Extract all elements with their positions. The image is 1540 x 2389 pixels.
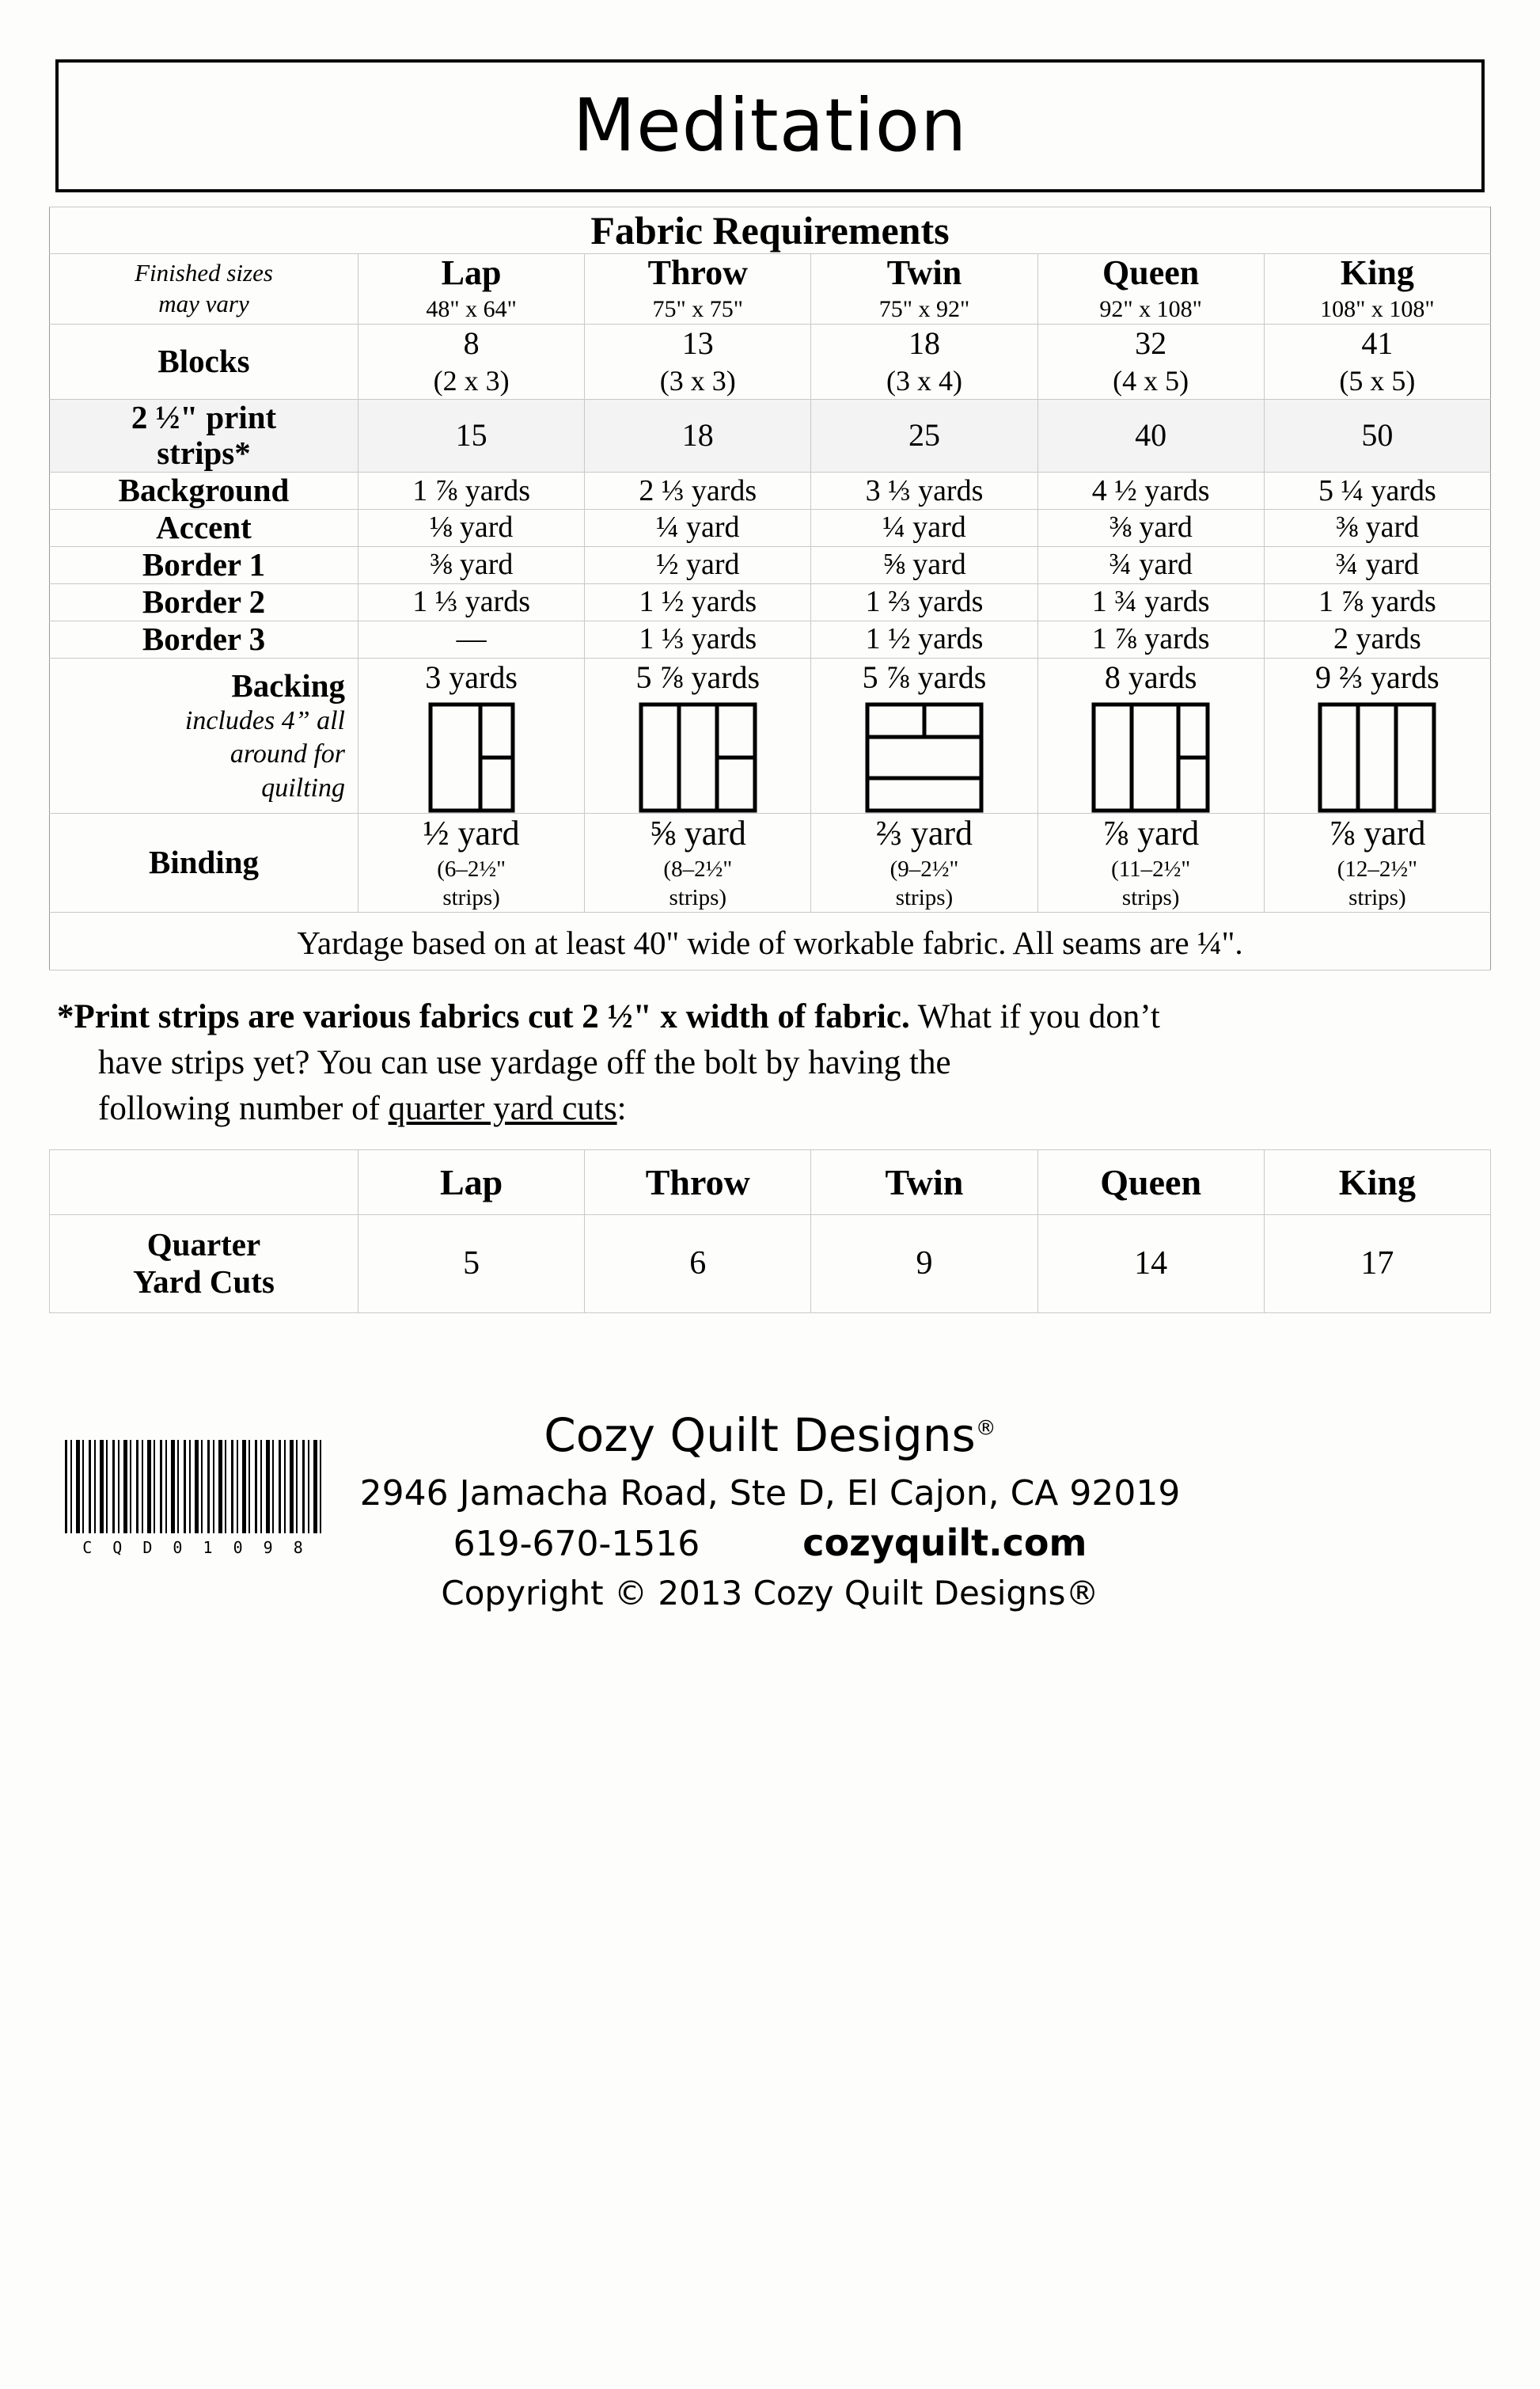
quarter-header-king: King <box>1264 1150 1490 1215</box>
background-throw: 2 ⅓ yards <box>585 473 811 510</box>
barcode-icon <box>65 1440 326 1533</box>
column-header-throw <box>585 254 811 325</box>
print-note-bold: *Print strips are various fabrics cut 2 ½" x width of fabric. <box>57 998 910 1036</box>
row-label-blocks: Blocks <box>50 325 358 399</box>
quarter-header-twin: Twin <box>811 1150 1037 1215</box>
accent-lap: ⅛ yard <box>358 510 585 547</box>
row-label-background: Background <box>50 473 358 510</box>
backing-twin: 5 ⅞ yards <box>811 658 1037 813</box>
column-name-throw: Throw <box>647 253 748 292</box>
border3-throw: 1 ⅓ yards <box>585 621 811 659</box>
print-note-rest1: What if you don’t <box>917 998 1160 1036</box>
column-dim-king: 108" x 108" <box>1320 296 1435 323</box>
background-twin: 3 ⅓ yards <box>811 473 1037 510</box>
fabric-requirements-table <box>49 207 1491 970</box>
border1-queen: ¾ yard <box>1037 547 1264 584</box>
table-row-print-strips <box>50 399 1491 473</box>
border3-lap: — <box>358 621 585 659</box>
table-row-blocks <box>50 325 1491 399</box>
print-strips-lap: 15 <box>358 399 585 473</box>
border3-twin: 1 ½ yards <box>811 621 1037 659</box>
binding-queen: ⅞ yard (11–2½" strips) <box>1037 813 1264 912</box>
backing-diagram-king <box>1265 702 1490 813</box>
title-box <box>55 59 1485 192</box>
quarter-header-row <box>50 1150 1491 1215</box>
table-row-yardage-note <box>50 913 1491 970</box>
finished-sizes-line2: may vary <box>158 290 249 318</box>
accent-throw: ¼ yard <box>585 510 811 547</box>
quarter-value-queen: 14 <box>1037 1215 1264 1312</box>
row-label-binding: Binding <box>50 813 358 912</box>
border2-twin: 1 ⅔ yards <box>811 584 1037 621</box>
blocks-throw: 13 (3 x 3) <box>585 325 811 399</box>
print-strips-throw: 18 <box>585 399 811 473</box>
blocks-lap: 8 (2 x 3) <box>358 325 585 399</box>
border1-twin: ⅝ yard <box>811 547 1037 584</box>
row-label-accent: Accent <box>50 510 358 547</box>
print-strips-king: 50 <box>1264 399 1490 473</box>
quarter-value-twin: 9 <box>811 1215 1037 1312</box>
print-strips-twin: 25 <box>811 399 1037 473</box>
column-header-king <box>1264 254 1490 325</box>
quarter-values-row <box>50 1215 1491 1312</box>
column-name-lap: Lap <box>441 253 502 292</box>
barcode-number: C Q D 0 1 0 9 8 <box>82 1537 309 1557</box>
row-label-border2: Border 2 <box>50 584 358 621</box>
border2-queen: 1 ¾ yards <box>1037 584 1264 621</box>
print-strips-note <box>57 994 1483 1132</box>
company-website[interactable]: cozyquilt.com <box>802 1521 1087 1564</box>
quarter-header-blank <box>50 1150 358 1215</box>
row-label-print-strips: 2 ½" print strips* <box>50 399 358 473</box>
blocks-twin: 18 (3 x 4) <box>811 325 1037 399</box>
quarter-yard-cuts-table <box>49 1149 1491 1312</box>
barcode-area <box>65 1440 326 1557</box>
finished-sizes-note <box>50 254 358 325</box>
column-dim-queen: 92" x 108" <box>1099 296 1202 323</box>
company-name: Cozy Quilt Designs® <box>544 1407 996 1462</box>
border1-lap: ⅜ yard <box>358 547 585 584</box>
column-name-queen: Queen <box>1102 253 1200 292</box>
border1-king: ¾ yard <box>1264 547 1490 584</box>
table-row-accent <box>50 510 1491 547</box>
backing-queen: 8 yards <box>1037 658 1264 813</box>
backing-king: 9 ⅔ yards <box>1264 658 1490 813</box>
backing-lap: 3 yards <box>358 658 585 813</box>
copyright-text: Copyright © 2013 Cozy Quilt Designs® <box>441 1573 1099 1612</box>
column-header-twin <box>811 254 1037 325</box>
background-lap: 1 ⅞ yards <box>358 473 585 510</box>
finished-sizes-line1: Finished sizes <box>135 259 273 287</box>
company-phone: 619-670-1516 <box>453 1523 700 1564</box>
backing-diagram-twin <box>811 702 1037 813</box>
table-row-backing <box>50 658 1491 813</box>
table-row-background <box>50 473 1491 510</box>
table-row-border2 <box>50 584 1491 621</box>
binding-twin: ⅔ yard (9–2½" strips) <box>811 813 1037 912</box>
row-label-border1: Border 1 <box>50 547 358 584</box>
border1-throw: ½ yard <box>585 547 811 584</box>
quarter-value-throw: 6 <box>585 1215 811 1312</box>
yardage-note: Yardage based on at least 40" wide of workable fabric. All seams are ¼". <box>50 913 1491 970</box>
binding-king: ⅞ yard (12–2½" strips) <box>1264 813 1490 912</box>
border2-lap: 1 ⅓ yards <box>358 584 585 621</box>
column-name-twin: Twin <box>886 253 962 292</box>
print-note-rest2: have strips yet? You can use yardage off the bolt by having the <box>98 1044 951 1082</box>
quarter-header-throw: Throw <box>585 1150 811 1215</box>
backing-diagram-queen <box>1038 702 1264 813</box>
accent-king: ⅜ yard <box>1264 510 1490 547</box>
blocks-queen: 32 (4 x 5) <box>1037 325 1264 399</box>
column-header-lap <box>358 254 585 325</box>
footer <box>49 1408 1491 1612</box>
column-dim-lap: 48" x 64" <box>426 296 517 323</box>
border3-queen: 1 ⅞ yards <box>1037 621 1264 659</box>
quarter-row-label: Quarter Yard Cuts <box>50 1215 358 1312</box>
column-dim-twin: 75" x 92" <box>878 296 970 323</box>
background-king: 5 ¼ yards <box>1264 473 1490 510</box>
border3-king: 2 yards <box>1264 621 1490 659</box>
column-name-king: King <box>1340 253 1414 292</box>
backing-diagram-throw <box>585 702 810 813</box>
table-row-binding <box>50 813 1491 912</box>
backing-diagram-lap <box>358 702 584 813</box>
row-label-backing: Backing includes 4” all around for quilting <box>50 658 358 813</box>
quarter-value-lap: 5 <box>358 1215 585 1312</box>
table-header-row <box>50 207 1491 254</box>
binding-throw: ⅝ yard (8–2½" strips) <box>585 813 811 912</box>
fabric-requirements-header: Fabric Requirements <box>50 207 1491 254</box>
quarter-value-king: 17 <box>1264 1215 1490 1312</box>
blocks-king: 41 (5 x 5) <box>1264 325 1490 399</box>
accent-twin: ¼ yard <box>811 510 1037 547</box>
print-note-rest3: following number of quarter yard cuts: <box>98 1090 627 1128</box>
border2-throw: 1 ½ yards <box>585 584 811 621</box>
company-address: 2946 Jamacha Road, Ste D, El Cajon, CA 92019 <box>359 1472 1181 1514</box>
table-row-border3 <box>50 621 1491 659</box>
binding-lap: ½ yard (6–2½" strips) <box>358 813 585 912</box>
size-header-row <box>50 254 1491 325</box>
accent-queen: ⅜ yard <box>1037 510 1264 547</box>
border2-king: 1 ⅞ yards <box>1264 584 1490 621</box>
table-row-border1 <box>50 547 1491 584</box>
row-label-border3: Border 3 <box>50 621 358 659</box>
page-title: Meditation <box>572 83 968 168</box>
print-strips-queen: 40 <box>1037 399 1264 473</box>
quarter-header-lap: Lap <box>358 1150 585 1215</box>
column-header-queen <box>1037 254 1264 325</box>
background-queen: 4 ½ yards <box>1037 473 1264 510</box>
backing-throw: 5 ⅞ yards <box>585 658 811 813</box>
column-dim-throw: 75" x 75" <box>652 296 744 323</box>
quarter-header-queen: Queen <box>1037 1150 1264 1215</box>
